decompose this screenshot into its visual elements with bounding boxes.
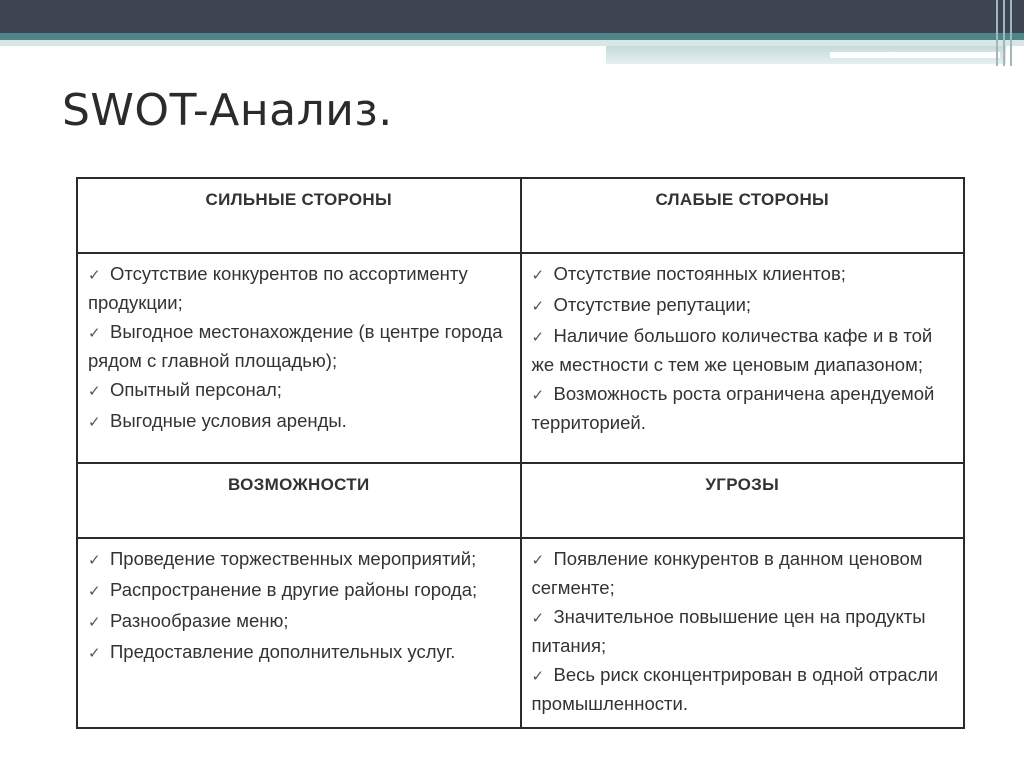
- header-band-dark: [0, 0, 1024, 33]
- check-icon: ✓: [531, 668, 545, 685]
- check-icon: ✓: [88, 583, 101, 600]
- list-item: [88, 545, 512, 574]
- swot-content-row: [77, 538, 964, 728]
- check-icon: ✓: [531, 552, 545, 569]
- check-icon: ✓: [531, 610, 545, 627]
- list-item-text: Проведение торжественных мероприятий;: [110, 548, 477, 569]
- list-item: [88, 407, 512, 436]
- list-item: [532, 291, 956, 320]
- weaknesses-cell: [521, 253, 965, 463]
- list-item-text: Распространение в другие районы города;: [110, 579, 478, 600]
- check-icon: ✓: [88, 383, 101, 400]
- opportunities-list: [88, 545, 512, 667]
- list-item: [532, 545, 956, 601]
- list-item: [532, 661, 956, 717]
- list-item-text: Возможность роста ограничена арендуемой территорией.: [531, 383, 935, 433]
- list-item-text: Выгодное местонахождение (в центре города рядом с главной площадью);: [88, 321, 503, 371]
- strengths-list: [88, 260, 512, 436]
- list-item-text: Весь риск сконцентрирован в одной отрасли промышленности.: [531, 664, 939, 714]
- header-band-teal: [0, 33, 1024, 40]
- list-item: [532, 260, 956, 289]
- slide-title: SWOT-Анализ.: [62, 85, 393, 136]
- swot-table: [76, 177, 965, 729]
- opportunities-cell: [77, 538, 521, 728]
- list-item-text: Значительное повышение цен на продукты питания;: [531, 606, 926, 656]
- check-icon: ✓: [531, 387, 545, 404]
- check-icon: ✓: [88, 267, 101, 284]
- check-icon: ✓: [531, 329, 545, 346]
- list-item: [88, 607, 512, 636]
- strengths-cell: [77, 253, 521, 463]
- list-item-text: Выгодные условия аренды.: [110, 410, 347, 431]
- list-item: [532, 322, 956, 378]
- list-item: [88, 638, 512, 667]
- check-icon: ✓: [88, 552, 101, 569]
- opportunities-heading: ВОЗМОЖНОСТИ: [77, 463, 521, 538]
- swot-header-row: [77, 463, 964, 538]
- list-item-text: Предоставление дополнительных услуг.: [110, 641, 456, 662]
- threats-list: [532, 545, 956, 717]
- list-item: [88, 260, 512, 316]
- list-item-text: Отсутствие конкурентов по ассортименту продукции;: [88, 263, 468, 313]
- list-item: [532, 380, 956, 436]
- check-icon: ✓: [88, 414, 101, 431]
- header-stripe: [1010, 0, 1012, 66]
- threats-cell: [521, 538, 965, 728]
- list-item: [532, 603, 956, 659]
- weaknesses-heading: СЛАБЫЕ СТОРОНЫ: [521, 178, 965, 253]
- check-icon: ✓: [88, 614, 101, 631]
- threats-heading: УГРОЗЫ: [521, 463, 965, 538]
- list-item-text: Разнообразие меню;: [110, 610, 289, 631]
- swot-header-row: [77, 178, 964, 253]
- list-item-text: Наличие большого количества кафе и в той же местности с тем же ценовым диапазоном;: [531, 325, 933, 375]
- list-item-text: Появление конкурентов в данном ценовом сегменте;: [531, 548, 923, 598]
- list-item: [88, 376, 512, 405]
- list-item: [88, 576, 512, 605]
- swot-content-row: [77, 253, 964, 463]
- weaknesses-list: [532, 260, 956, 436]
- check-icon: ✓: [88, 645, 101, 662]
- list-item: [88, 318, 512, 374]
- header-stripe: [996, 0, 998, 66]
- check-icon: ✓: [531, 267, 545, 284]
- check-icon: ✓: [88, 325, 101, 342]
- list-item-text: Опытный персонал;: [110, 379, 282, 400]
- header-band-accent-highlight: [830, 52, 1000, 58]
- list-item-text: Отсутствие репутации;: [553, 294, 752, 315]
- header-stripe: [1003, 0, 1005, 66]
- strengths-heading: СИЛЬНЫЕ СТОРОНЫ: [77, 178, 521, 253]
- check-icon: ✓: [531, 298, 545, 315]
- list-item-text: Отсутствие постоянных клиентов;: [553, 263, 846, 284]
